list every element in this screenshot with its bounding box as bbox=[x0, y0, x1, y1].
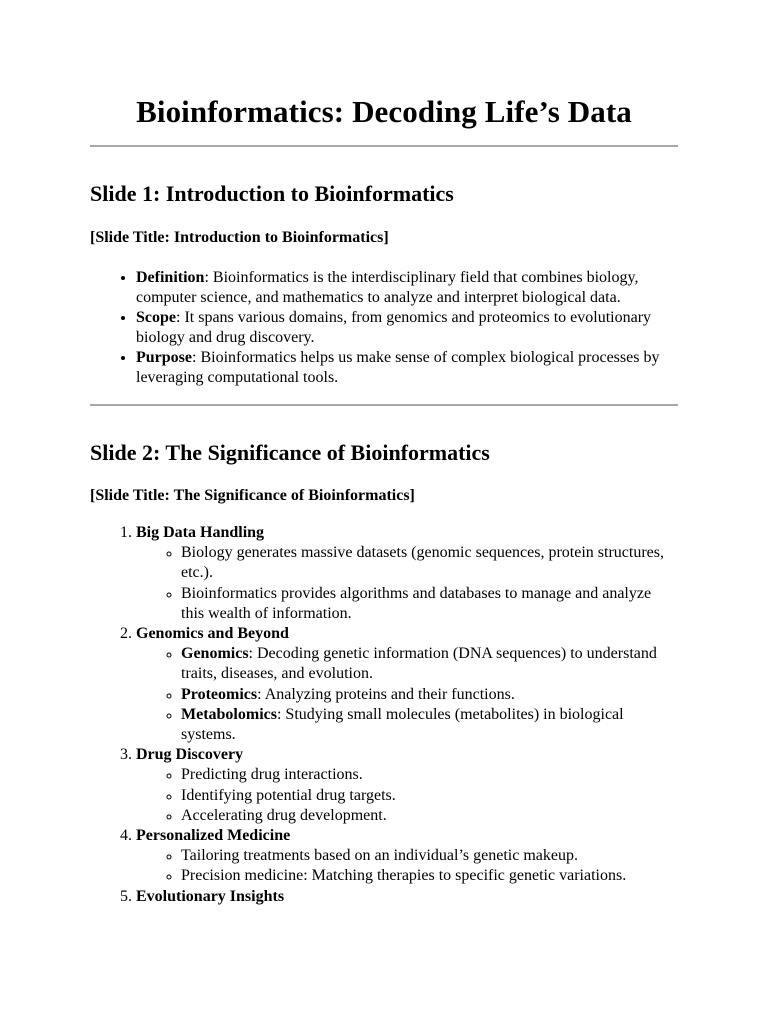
bullet-term: Scope bbox=[136, 309, 176, 326]
sub-item-text: : Analyzing proteins and their functions. bbox=[257, 685, 515, 703]
slide-2-heading: Slide 2: The Significance of Bioinformatics bbox=[90, 440, 490, 465]
sub-item-text: Accelerating drug development. bbox=[181, 806, 387, 824]
sub-item-term: Metabolomics bbox=[181, 705, 277, 723]
sub-item bbox=[181, 866, 678, 886]
slide-1-section bbox=[90, 180, 678, 388]
sub-item-text: Predicting drug interactions. bbox=[181, 766, 363, 784]
sub-item-text: Tailoring treatments based on an individual’s genetic makeup. bbox=[181, 847, 578, 865]
bullet-text: : It spans various domains, from genomics and proteomics to evolutionary biology and drug discovery. bbox=[136, 309, 652, 346]
sub-item bbox=[181, 584, 678, 624]
sub-item-term: Proteomics bbox=[181, 685, 258, 703]
sub-item-text: : Decoding genetic information (DNA sequences) to understand traits, diseases, and evolution. bbox=[181, 645, 657, 683]
sub-item bbox=[181, 786, 678, 806]
sub-item bbox=[181, 644, 678, 684]
bullet-text: : Bioinformatics is the interdisciplinary field that combines biology, computer science, and mathematics to analyze and interpret biological data. bbox=[136, 269, 639, 306]
section-divider bbox=[90, 404, 678, 406]
list-item-title: Drug Discovery bbox=[136, 746, 244, 764]
list-item-title: Personalized Medicine bbox=[136, 827, 291, 845]
list-item-title: Genomics and Beyond bbox=[136, 625, 289, 643]
list-item-drug-discovery bbox=[136, 745, 678, 826]
slide-1-subtitle: [Slide Title: Introduction to Bioinformatics] bbox=[90, 229, 389, 246]
sub-item-text: Bioinformatics provides algorithms and databases to manage and analyze this wealth of information. bbox=[181, 584, 652, 622]
bullet-term: Definition bbox=[136, 269, 205, 286]
bullet-scope bbox=[136, 308, 678, 348]
sub-item bbox=[181, 685, 678, 705]
sub-item-text: Precision medicine: Matching therapies to specific genetic variations. bbox=[181, 867, 627, 885]
sub-list bbox=[136, 644, 678, 745]
slide-2-subtitle: [Slide Title: The Significance of Bioinformatics] bbox=[90, 487, 415, 504]
sub-item bbox=[181, 765, 678, 785]
sub-item bbox=[181, 846, 678, 866]
list-item-big-data bbox=[136, 523, 678, 624]
sub-item bbox=[181, 806, 678, 826]
list-item-personalized-medicine bbox=[136, 826, 678, 887]
bullet-purpose bbox=[136, 348, 678, 388]
slide-2-section bbox=[90, 439, 678, 907]
sub-item-text: : Studying small molecules (metabolites) in biological systems. bbox=[181, 705, 624, 744]
bullet-text: : Bioinformatics helps us make sense of complex biological processes by leveraging computational tools. bbox=[136, 349, 660, 386]
sub-list bbox=[136, 765, 678, 826]
document-title: Bioinformatics: Decoding Life’s Data bbox=[136, 94, 632, 129]
bullet-term: Purpose bbox=[136, 349, 192, 366]
slide-1-bullet-list bbox=[90, 268, 678, 388]
sub-item-term: Genomics bbox=[181, 645, 249, 663]
list-item-title: Big Data Handling bbox=[136, 524, 265, 541]
sub-list bbox=[136, 846, 678, 886]
sub-item-text: Identifying potential drug targets. bbox=[181, 786, 396, 804]
bullet-definition bbox=[136, 268, 678, 308]
list-item-genomics bbox=[136, 624, 678, 745]
list-item-evolutionary-insights bbox=[136, 887, 678, 907]
sub-item bbox=[181, 543, 678, 583]
slide-2-numbered-list bbox=[90, 523, 678, 907]
sub-item bbox=[181, 705, 678, 745]
list-item-title: Evolutionary Insights bbox=[136, 887, 285, 905]
sub-list bbox=[136, 543, 678, 624]
slide-1-heading: Slide 1: Introduction to Bioinformatics bbox=[90, 181, 454, 206]
title-divider bbox=[90, 145, 678, 147]
sub-item-text: Biology generates massive datasets (genomic sequences, protein structures, etc.). bbox=[181, 544, 664, 582]
